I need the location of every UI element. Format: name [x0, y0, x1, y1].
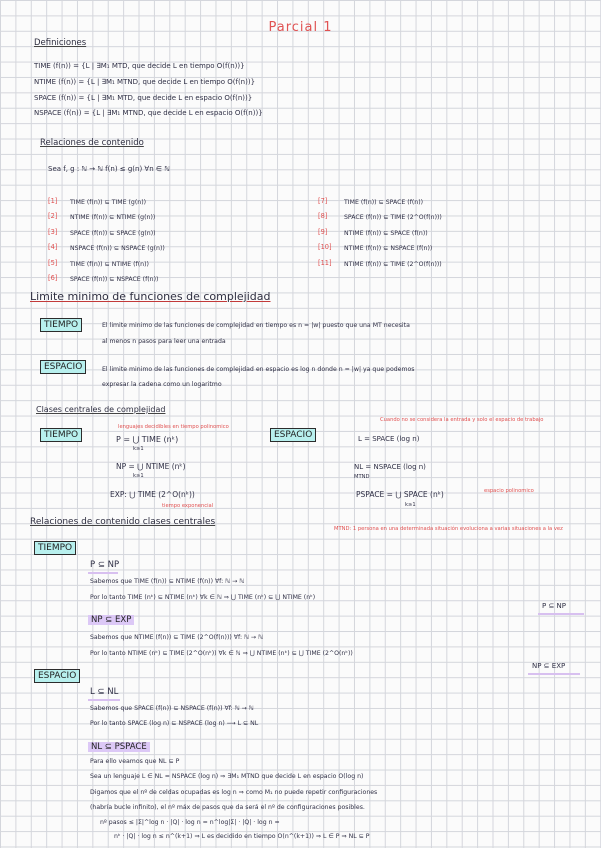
right-rules — [344, 195, 442, 272]
pspace-sub: k≥1 — [405, 502, 416, 508]
p-np-title: P ⊆ NP — [90, 560, 120, 570]
p-np-line-2: Por lo tanto TIME (nᵏ) ⊆ NTIME (nᵏ) ∀k ∈ ℕ ⇒ ⋃ TIME (nᵏ) ⊆ ⋃ NTIME (nᵏ) — [90, 594, 316, 601]
nl-def: NL = NSPACE (log n) — [354, 463, 426, 471]
rule-item: SPACE (f(n)) ⊆ NSPACE (f(n)) — [70, 276, 159, 284]
left-numbers — [48, 194, 57, 286]
l-nl-title: L ⊆ NL — [90, 687, 119, 697]
limite-heading: Limite minimo de funciones de complejidad — [30, 290, 271, 303]
l-nl-line-2: Por lo tanto SPACE (log n) ⊆ NSPACE (log n) ⟶ L ⊆ NL — [90, 720, 259, 727]
exp-def: EXP: ⋃ TIME (2^O(nᵏ)) — [110, 490, 195, 499]
right-numbers — [318, 194, 332, 271]
relclases-tiempo-box: TIEMPO — [34, 541, 76, 555]
underline — [88, 699, 120, 701]
clases-tiempo-box: TIEMPO — [40, 428, 82, 442]
nl-ps-line-6: nᵏ · |Q| · log n ≤ n^(k+1) ⇒ L es decidido en tiempo O(n^(k+1)) ⇒ L ∈ P ⇒ NL ⊆ P — [114, 833, 370, 840]
rule-num: [11] — [318, 258, 332, 267]
underline — [538, 613, 584, 615]
np-exp-line-1: Sabemos que NTIME (f(n)) ⊆ TIME (2^O(f(n))) ∀f: ℕ → ℕ — [90, 634, 264, 641]
rule-item: NTIME (f(n)) ⊆ SPACE (f(n)) — [344, 229, 428, 237]
rule-num: [2] — [48, 212, 58, 221]
rule-num: [3] — [48, 227, 58, 236]
np-exp-line-2: Por lo tanto NTIME (nᵏ) ⊆ TIME (2^O(nᵏ)) ∀k ∈ ℕ ⇒ ⋃ NTIME (nᵏ) ⊆ ⋃ TIME (2^O(nᵏ)) — [90, 650, 353, 657]
note-l: Cuando no se considera la entrada y solo el espacio de trabajo — [380, 417, 544, 423]
def-space: SPACE (f(n)) = {L | ∃M₁ MTD, que decide L en espacio O(f(n))} — [34, 94, 253, 102]
relaciones-heading: Relaciones de contenido — [40, 138, 144, 148]
rule-num: [6] — [48, 274, 58, 283]
rule-num: [1] — [48, 197, 58, 205]
sea-line: Sea f, g : ℕ → ℕ f(n) ≤ g(n) ∀n ∈ ℕ — [48, 165, 170, 173]
rule-item: SPACE (f(n)) ⊆ SPACE (g(n)) — [70, 229, 156, 237]
relclases-heading: Relaciones de contenido clases centrales — [30, 517, 216, 527]
rule-item: TIME (f(n)) ⊆ SPACE (f(n)) — [344, 199, 424, 206]
nl-ps-line-3: Digamos que el nº de celdas ocupadas es log n ⇒ como M₁ no puede repetir configuraciones — [90, 789, 378, 796]
definiciones-heading: Definiciones — [34, 38, 87, 48]
rule-num: [5] — [48, 258, 58, 267]
espacio-box: ESPACIO — [40, 360, 86, 374]
pspace-def: PSPACE = ⋃ SPACE (nᵏ) — [356, 490, 444, 499]
note-pspace: espacio polinomico — [484, 488, 534, 494]
nl-ps-line-5: nº pasos ≤ |Σ|^log n · |Q| · log n = n^log|Σ| · |Q| · log n = — [100, 819, 280, 826]
rule-item: SPACE (f(n)) ⊆ TIME (2^O(f(n))) — [344, 214, 442, 222]
rule-num: [8] — [318, 212, 328, 221]
def-time: TIME (f(n)) = {L | ∃M₁ MTD, que decide L en tiempo O(f(n))} — [34, 62, 245, 70]
p-np-conclusion: P ⊆ NP — [542, 602, 566, 610]
np-exp-title: NP ⊆ EXP — [88, 615, 134, 625]
tiempo-box: TIEMPO — [40, 318, 82, 332]
rule-item: NTIME (f(n)) ⊆ NTIME (g(n)) — [70, 214, 156, 222]
rule-num: [7] — [318, 197, 328, 205]
note-mtnd: MTND: 1 persona en una determinada situación evoluciona a varias situaciones a la vez — [334, 526, 563, 532]
underline — [528, 673, 580, 675]
nl-sub: MTND — [354, 474, 370, 480]
rule-num: [4] — [48, 243, 58, 252]
espacio-text-1: El limite minimo de las funciones de complejidad en espacio es log n donde n = |w| ya que podemos — [102, 366, 415, 373]
l-def: L = SPACE (log n) — [358, 435, 420, 443]
clases-heading: Clases centrales de complejidad — [36, 405, 166, 414]
tiempo-text-1: El limite minimo de las funciones de complejidad en tiempo es n = |w| puesto que una MT necesita — [102, 322, 410, 329]
p-np-line-1: Sabemos que TIME (f(n)) ⊆ NTIME (f(n)) ∀f: ℕ → ℕ — [90, 578, 245, 585]
def-nspace: NSPACE (f(n)) = {L | ∃M₁ MTND, que decide L en espacio O(f(n))} — [34, 109, 263, 117]
rule-item: TIME (f(n)) ⊆ TIME (g(n)) — [70, 199, 147, 206]
rule-item: NSPACE (f(n)) ⊆ NSPACE (g(n)) — [70, 245, 165, 253]
nl-pspace-title: NL ⊆ PSPACE — [88, 742, 150, 752]
rule-item: NTIME (f(n)) ⊆ NSPACE (f(n)) — [344, 245, 433, 253]
tiempo-text-2: al menos n pasos para leer una entrada — [102, 338, 226, 345]
np-sub: k≥1 — [133, 473, 144, 479]
np-def: NP = ⋃ NTIME (nᵏ) — [116, 462, 186, 471]
note-exp: tiempo exponencial — [162, 503, 214, 509]
relclases-espacio-box: ESPACIO — [34, 669, 80, 683]
def-ntime: NTIME (f(n)) = {L | ∃M₁ MTND, que decide L en tiempo O(f(n))} — [34, 78, 256, 86]
p-def: P = ⋃ TIME (nᵏ) — [116, 435, 179, 444]
underline — [88, 572, 118, 574]
page-title: Parcial 1 — [268, 20, 333, 35]
rule-item: TIME (f(n)) ⊆ NTIME (f(n)) — [70, 260, 149, 268]
rule-item: NTIME (f(n)) ⊆ TIME (2^O(f(n))) — [344, 260, 442, 268]
left-rules — [70, 195, 165, 287]
rule-num: [10] — [318, 243, 332, 252]
np-exp-conclusion: NP ⊆ EXP — [532, 662, 566, 670]
nl-ps-line-1: Para ello veamos que NL ⊆ P — [90, 758, 180, 765]
l-nl-line-1: Sabemos que SPACE (f(n)) ⊆ NSPACE (f(n)) ∀f: ℕ → ℕ — [90, 705, 254, 712]
nl-ps-line-2: Sea un lenguaje L ∈ NL = NSPACE (log n) ⇒ ∃M₁ MTND que decide L en espacio O(log n) — [90, 773, 364, 780]
rule-num: [9] — [318, 227, 328, 236]
note-p: lenguajes decidibles en tiempo polinomico — [118, 424, 229, 430]
nl-ps-line-4: (habría bucle infinito), el nº máx de pasos que da será el nº de configuraciones posibles. — [90, 804, 365, 811]
espacio-text-2: expresar la cadena como un logaritmo — [102, 381, 222, 388]
p-sub: k≥1 — [133, 446, 144, 452]
clases-espacio-box: ESPACIO — [270, 428, 316, 442]
